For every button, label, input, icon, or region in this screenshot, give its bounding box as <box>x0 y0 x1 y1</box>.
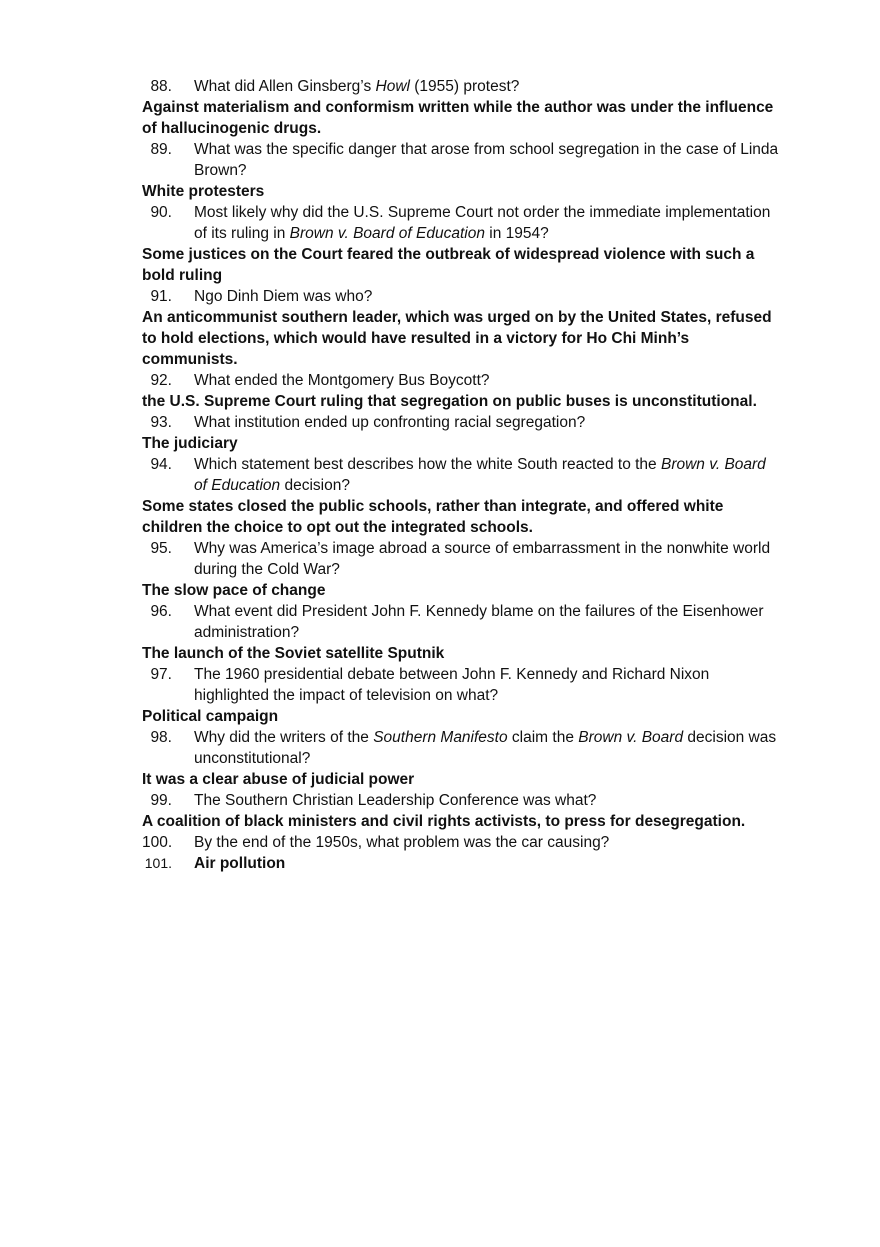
question-text <box>194 666 709 704</box>
answer-text: Air pollution <box>194 855 286 872</box>
question-item <box>142 370 782 391</box>
question-text-part: decision was unconstitutional? <box>194 729 777 767</box>
question-text-part: Which statement best describes how the white South reacted to the <box>194 456 661 473</box>
question-item <box>142 853 782 874</box>
answer-text: An anticommunist southern leader, which was urged on by the United States, refused to hold elections, which would have resulted in a victory for Ho Chi Minh’s communists. <box>142 309 772 368</box>
question-number: 91. <box>150 288 172 305</box>
question-text <box>194 414 585 431</box>
question-text-part: What institution ended up confronting racial segregation? <box>194 414 586 431</box>
question-text <box>194 729 776 767</box>
question-number: 94. <box>150 456 172 473</box>
question-text <box>194 540 770 578</box>
answer-text: A coalition of black ministers and civil rights activists, to press for desegregation. <box>142 813 746 830</box>
question-text-part: What ended the Montgomery Bus Boycott? <box>194 372 490 389</box>
answer-text: Against materialism and conformism written while the author was under the influence of hallucinogenic drugs. <box>142 99 774 137</box>
italic-title: Southern Manifesto <box>373 729 508 746</box>
answer-text: Political campaign <box>142 708 279 725</box>
question-text <box>194 792 596 809</box>
answer-text: Some justices on the Court feared the outbreak of widespread violence with such a bold ruling <box>142 246 755 284</box>
question-number: 90. <box>150 204 172 221</box>
answer-text: The slow pace of change <box>142 582 326 599</box>
question-text-part: What did Allen Ginsberg’s <box>194 78 376 95</box>
question-item <box>142 790 782 811</box>
question-number: 88. <box>150 78 172 95</box>
question-text-part: in 1954? <box>484 225 549 242</box>
question-text-part: (1955) protest? <box>409 78 520 95</box>
question-number: 92. <box>150 372 172 389</box>
question-text <box>194 456 766 494</box>
question-text-part: claim the <box>507 729 579 746</box>
italic-title: Brown v. Board of Education <box>194 456 766 494</box>
question-text-part: decision? <box>280 477 350 494</box>
question-text-part: Why was America’s image abroad a source of embarrassment in the nonwhite world during the Cold War? <box>194 540 771 578</box>
question-text-part: What was the specific danger that arose from school segregation in the case of Linda Brown? <box>194 141 779 179</box>
question-text-part: Why did the writers of the <box>194 729 374 746</box>
question-number: 96. <box>150 603 172 620</box>
question-text <box>194 141 778 179</box>
question-number: 97. <box>150 666 172 683</box>
question-item <box>142 412 782 433</box>
italic-title: Howl <box>375 78 410 95</box>
question-item <box>142 601 782 643</box>
answer-text: Some states closed the public schools, rather than integrate, and offered white children the choice to opt out the integrated schools. <box>142 498 724 536</box>
question-item <box>142 538 782 580</box>
question-item <box>142 832 782 853</box>
question-item <box>142 286 782 307</box>
question-item <box>142 139 782 181</box>
answer-text: White protesters <box>142 183 265 200</box>
question-text-part: What event did President John F. Kennedy blame on the failures of the Eisenhower administration? <box>194 603 764 641</box>
question-number: 99. <box>150 792 172 809</box>
question-number: 95. <box>150 540 172 557</box>
question-number: 93. <box>150 414 172 431</box>
question-text <box>194 603 764 641</box>
question-number: 100. <box>142 834 173 851</box>
question-item <box>142 664 782 706</box>
answer-text: It was a clear abuse of judicial power <box>142 771 415 788</box>
italic-title: Brown v. Board <box>578 729 684 746</box>
question-text-part: By the end of the 1950s, what problem was the car causing? <box>194 834 610 851</box>
document-page <box>142 76 782 874</box>
italic-title: Brown v. Board of Education <box>289 225 485 242</box>
question-text <box>194 204 770 242</box>
question-number: 89. <box>150 141 172 158</box>
question-item <box>142 202 782 244</box>
question-text-part: The 1960 presidential debate between John F. Kennedy and Richard Nixon highlighted the impact of television on what? <box>194 666 710 704</box>
answer-text: The judiciary <box>142 435 238 452</box>
question-text <box>194 78 519 95</box>
question-item <box>142 727 782 769</box>
question-text <box>194 372 490 389</box>
answer-text: The launch of the Soviet satellite Sputnik <box>142 645 445 662</box>
question-text-part: Ngo Dinh Diem was who? <box>194 288 373 305</box>
question-text <box>194 288 372 305</box>
question-item <box>142 76 782 97</box>
question-number: 98. <box>150 729 172 746</box>
question-text-part: Most likely why did the U.S. Supreme Court not order the immediate implementation of its ruling in <box>194 204 771 242</box>
question-number: 101. <box>144 855 172 871</box>
question-text-part: The Southern Christian Leadership Conference was what? <box>194 792 597 809</box>
question-list <box>142 76 782 853</box>
question-item <box>142 454 782 496</box>
question-text <box>194 834 609 851</box>
answer-text: the U.S. Supreme Court ruling that segregation on public buses is unconstitutional. <box>142 393 757 410</box>
